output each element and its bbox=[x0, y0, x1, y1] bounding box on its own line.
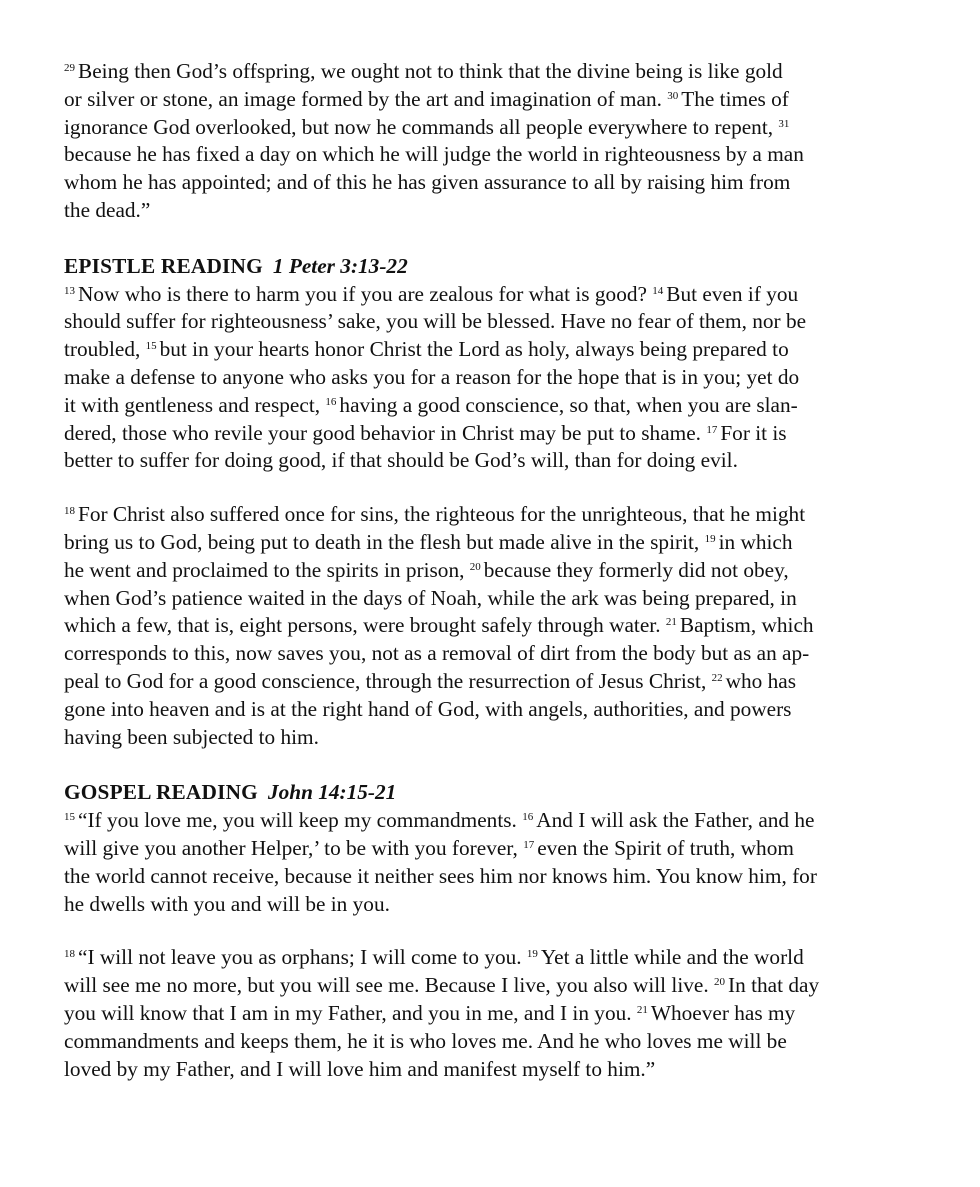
verse-text: And I will ask the Father, and he bbox=[536, 808, 815, 833]
text-line bbox=[64, 336, 914, 364]
verse-text: “If you love me, you will keep my commandments. bbox=[78, 808, 523, 833]
verse-number: 19 bbox=[704, 532, 716, 545]
verse-text: he went and proclaimed to the spirits in prison, bbox=[64, 557, 470, 582]
epistle-paragraph-1 bbox=[64, 281, 914, 476]
verse-number: 30 bbox=[667, 89, 679, 102]
verse-text: For it is bbox=[720, 420, 787, 445]
text-line bbox=[64, 114, 914, 142]
verse-text: but in your hearts honor Christ the Lord as holy, always being prepared to bbox=[159, 337, 789, 362]
text-line bbox=[64, 308, 914, 336]
verse-text: The times of bbox=[681, 86, 789, 111]
text-line bbox=[64, 1056, 914, 1084]
verse-text: corresponds to this, now saves you, not as a removal of dirt from the body but as an ap- bbox=[64, 641, 810, 666]
verse-number: 22 bbox=[711, 671, 723, 684]
verse-text: the world cannot receive, because it neither sees him nor knows him. You know him, for bbox=[64, 863, 817, 888]
verse-text: when God’s patience waited in the days of Noah, while the ark was being prepared, in bbox=[64, 585, 797, 610]
verse-text: who has bbox=[725, 668, 797, 693]
verse-text: will give you another Helper,’ to be with you forever, bbox=[64, 835, 524, 860]
verse-text: dered, those who revile your good behavior in Christ may be put to shame. bbox=[64, 420, 707, 445]
verse-number: 16 bbox=[522, 811, 534, 824]
text-line bbox=[64, 501, 914, 529]
verse-number: 15 bbox=[145, 340, 157, 353]
verse-text: loved by my Father, and I will love him and manifest myself to him.” bbox=[64, 1056, 656, 1081]
verse-number: 31 bbox=[778, 117, 790, 130]
verse-number: 29 bbox=[64, 62, 75, 74]
verse-text: having been subjected to him. bbox=[64, 724, 319, 749]
verse-number: 20 bbox=[469, 560, 481, 573]
reading-page bbox=[64, 58, 914, 1083]
text-line bbox=[64, 529, 914, 557]
text-line bbox=[64, 668, 914, 696]
text-line bbox=[64, 1000, 914, 1028]
verse-text: Whoever has my bbox=[650, 1000, 796, 1025]
text-line bbox=[64, 863, 914, 891]
verse-text: which a few, that is, eight persons, were brought safely through water. bbox=[64, 613, 666, 638]
text-line bbox=[64, 891, 914, 919]
gospel-paragraph-1 bbox=[64, 807, 914, 918]
verse-text: bring us to God, being put to death in the flesh but made alive in the spirit, bbox=[64, 529, 705, 554]
text-line bbox=[64, 86, 914, 114]
text-line bbox=[64, 944, 914, 972]
verse-number: 21 bbox=[665, 616, 677, 629]
verse-number: 19 bbox=[526, 948, 538, 961]
verse-text: For Christ also suffered once for sins, the righteous for the unrighteous, that he might bbox=[78, 502, 806, 527]
verse-number: 18 bbox=[64, 948, 75, 961]
verse-number: 14 bbox=[652, 284, 664, 297]
verse-text: commandments and keeps them, he it is who loves me. And he who loves me will be bbox=[64, 1028, 787, 1053]
verse-text: “I will not leave you as orphans; I will come to you. bbox=[78, 945, 527, 970]
verse-text: peal to God for a good conscience, through the resurrection of Jesus Christ, bbox=[64, 668, 712, 693]
epistle-paragraph-2 bbox=[64, 501, 914, 751]
intro-passage bbox=[64, 58, 914, 225]
verse-number: 20 bbox=[714, 976, 726, 989]
verse-text: because he has fixed a day on which he will judge the world in righteousness by a man bbox=[64, 142, 804, 167]
verse-text: But even if you bbox=[666, 281, 799, 306]
gospel-label: GOSPEL READING bbox=[64, 780, 258, 805]
text-line bbox=[64, 557, 914, 585]
verse-number: 17 bbox=[706, 423, 718, 436]
verse-text: troubled, bbox=[64, 337, 146, 362]
verse-number: 21 bbox=[636, 1003, 648, 1016]
gospel-reference: John 14:15-21 bbox=[267, 780, 397, 805]
verse-text: Being then God’s offspring, we ought not to think that the divine being is like gold bbox=[78, 59, 783, 83]
verse-text: even the Spirit of truth, whom bbox=[537, 835, 794, 860]
verse-number: 15 bbox=[64, 811, 75, 824]
epistle-label: EPISTLE READING bbox=[64, 253, 263, 278]
verse-text: it with gentleness and respect, bbox=[64, 392, 326, 417]
verse-text: in which bbox=[718, 529, 793, 554]
verse-text: ignorance God overlooked, but now he commands all people everywhere to repent, bbox=[64, 114, 779, 139]
verse-text: or silver or stone, an image formed by the art and imagination of man. bbox=[64, 86, 668, 111]
text-line bbox=[64, 420, 914, 448]
gospel-paragraph-2 bbox=[64, 944, 914, 1083]
verse-number: 17 bbox=[523, 838, 535, 851]
text-line bbox=[64, 640, 914, 668]
gospel-heading bbox=[64, 779, 914, 807]
text-line bbox=[64, 612, 914, 640]
text-line bbox=[64, 807, 914, 835]
text-line bbox=[64, 197, 914, 225]
verse-text: gone into heaven and is at the right hand of God, with angels, authorities, and powers bbox=[64, 696, 792, 721]
verse-text: better to suffer for doing good, if that should be God’s will, than for doing evil. bbox=[64, 448, 738, 473]
text-line bbox=[64, 447, 914, 475]
text-line bbox=[64, 281, 914, 309]
verse-text: should suffer for righteousness’ sake, you will be blessed. Have no fear of them, nor be bbox=[64, 309, 807, 334]
text-line bbox=[64, 169, 914, 197]
text-line bbox=[64, 141, 914, 169]
verse-text: whom he has appointed; and of this he has given assurance to all by raising him from bbox=[64, 170, 791, 195]
verse-text: you will know that I am in my Father, and you in me, and I in you. bbox=[64, 1000, 637, 1025]
epistle-reference: 1 Peter 3:13-22 bbox=[272, 253, 408, 278]
epistle-heading bbox=[64, 253, 914, 281]
verse-text: having a good conscience, so that, when you are slan- bbox=[339, 392, 798, 417]
verse-number: 18 bbox=[64, 505, 75, 518]
verse-text: In that day bbox=[728, 973, 820, 998]
verse-text: Now who is there to harm you if you are zealous for what is good? bbox=[78, 281, 653, 306]
verse-text: he dwells with you and will be in you. bbox=[64, 891, 390, 916]
verse-number: 16 bbox=[325, 395, 337, 408]
text-line bbox=[64, 696, 914, 724]
verse-text: will see me no more, but you will see me. Because I live, you also will live. bbox=[64, 973, 715, 998]
text-line bbox=[64, 364, 914, 392]
verse-text: the dead.” bbox=[64, 197, 151, 222]
verse-text: make a defense to anyone who asks you for a reason for the hope that is in you; yet do bbox=[64, 364, 800, 389]
text-line bbox=[64, 392, 914, 420]
text-line bbox=[64, 58, 914, 86]
text-line bbox=[64, 585, 914, 613]
text-line bbox=[64, 1028, 914, 1056]
verse-number: 13 bbox=[64, 284, 75, 297]
verse-text: because they formerly did not obey, bbox=[483, 557, 789, 582]
verse-text: Baptism, which bbox=[679, 613, 814, 638]
text-line bbox=[64, 724, 914, 752]
text-line bbox=[64, 835, 914, 863]
text-line bbox=[64, 972, 914, 1000]
verse-text: Yet a little while and the world bbox=[540, 945, 804, 970]
